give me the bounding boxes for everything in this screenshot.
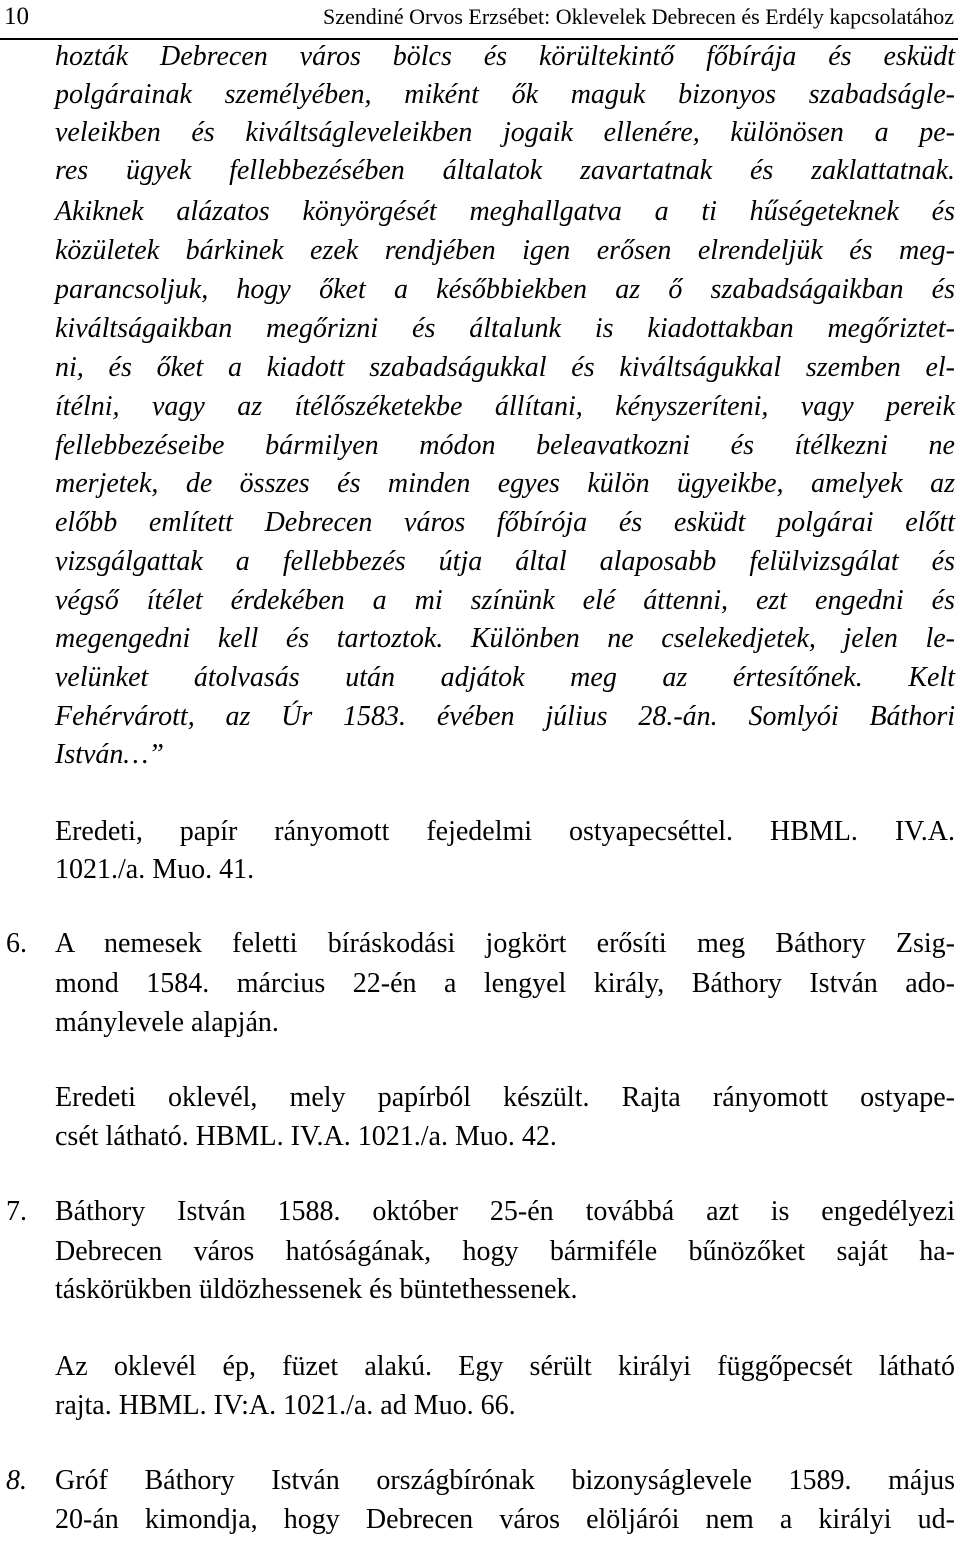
entry-number-8: 8. (6, 1465, 27, 1496)
body-line: velünket átolvasás után adjátok meg az értesítőnek. Kelt (55, 662, 955, 693)
body-line: polgárainak személyében, miként ők maguk bizonyos szabadságle- (55, 79, 955, 110)
entry-6-note-line: Eredeti oklevél, mely papírból készült. Rajta rányomott ostyape- (55, 1082, 955, 1113)
entry-8-line: Gróf Báthory István országbírónak bizonyságlevele 1589. május (55, 1465, 955, 1496)
body-line: merjetek, de összes és minden egyes külön ügyeikbe, amelyek az (55, 468, 955, 499)
entry-6-line: A nemesek feletti bíráskodási jogkört erősíti meg Báthory Zsig- (55, 928, 955, 959)
source-note-line: 1021./a. Muo. 41. (55, 854, 255, 885)
body-line: parancsoljuk, hogy őket a későbbiekben az ő szabadságaikban és (55, 274, 955, 305)
body-line: ítélni, vagy az ítélőszéketekbe állítani, kényszeríteni, vagy pereik (55, 391, 955, 422)
body-line: vizsgálgattak a fellebbezés útja által alaposabb felülvizsgálat és (55, 546, 955, 577)
entry-7-note-line: rajta. HBML. IV:A. 1021./a. ad Muo. 66. (55, 1390, 516, 1421)
page-header (0, 0, 958, 40)
entry-7-note-line: Az oklevél ép, füzet alakú. Egy sérült királyi függőpecsét látható (55, 1351, 955, 1382)
body-line: megengedni kell és tartoztok. Különben ne cselekedjetek, jelen le- (55, 623, 955, 654)
entry-number-7: 7. (6, 1196, 27, 1227)
body-line: végső ítélet érdekében a mi színünk elé áttenni, ezt engedni és (55, 585, 955, 616)
page-number: 10 (4, 3, 29, 30)
body-line: előbb említett Debrecen város főbírója és esküdt polgárai előtt (55, 507, 955, 538)
entry-8-line: 20-án kimondja, hogy Debrecen város elöljárói nem a királyi ud- (55, 1504, 955, 1535)
source-note-line: Eredeti, papír rányomott fejedelmi ostyapecséttel. HBML. IV.A. (55, 816, 955, 847)
body-line: István…” (55, 739, 164, 770)
entry-7-line: táskörükben üldözhessenek és büntethessenek. (55, 1274, 578, 1305)
entry-6-note-line: csét látható. HBML. IV.A. 1021./a. Muo. 42. (55, 1121, 557, 1152)
body-line: res ügyek fellebbezésében általatok zavartatnak és zaklattatnak. (55, 155, 955, 186)
entry-6-line: mond 1584. március 22-én a lengyel király, Báthory István ado- (55, 968, 955, 999)
entry-7-line: Báthory István 1588. október 25-én továbbá azt is engedélyezi (55, 1196, 955, 1227)
body-line: veleikben és kiváltságleveleikben jogaik ellenére, különösen a pe- (55, 117, 955, 148)
entry-6-line: mánylevele alapján. (55, 1007, 279, 1038)
body-line: Fehérvárott, az Úr 1583. évében július 28.-án. Somlyói Báthori (55, 701, 955, 732)
running-title: Szendiné Orvos Erzsébet: Oklevelek Debrecen és Erdély kapcsolatához (322, 4, 954, 29)
body-line: kiváltságaikban megőrizni és általunk is kiadottakban megőriztet- (55, 313, 955, 344)
entry-7-line: Debrecen város hatóságának, hogy bármiféle bűnözőket saját ha- (55, 1236, 955, 1267)
body-line: közületek bárkinek ezek rendjében igen erősen elrendeljük és meg- (55, 235, 955, 266)
body-line: Akiknek alázatos könyörgését meghallgatva a ti hűségeteknek és (55, 196, 955, 227)
body-line: ni, és őket a kiadott szabadságukkal és kiváltságukkal szemben el- (55, 352, 955, 383)
body-line: fellebbezéseibe bármilyen módon beleavatkozni és ítélkezni ne (55, 430, 955, 461)
body-line: hozták Debrecen város bölcs és körültekintő főbírája és esküdt (55, 41, 955, 72)
entry-number-6: 6. (6, 928, 27, 959)
